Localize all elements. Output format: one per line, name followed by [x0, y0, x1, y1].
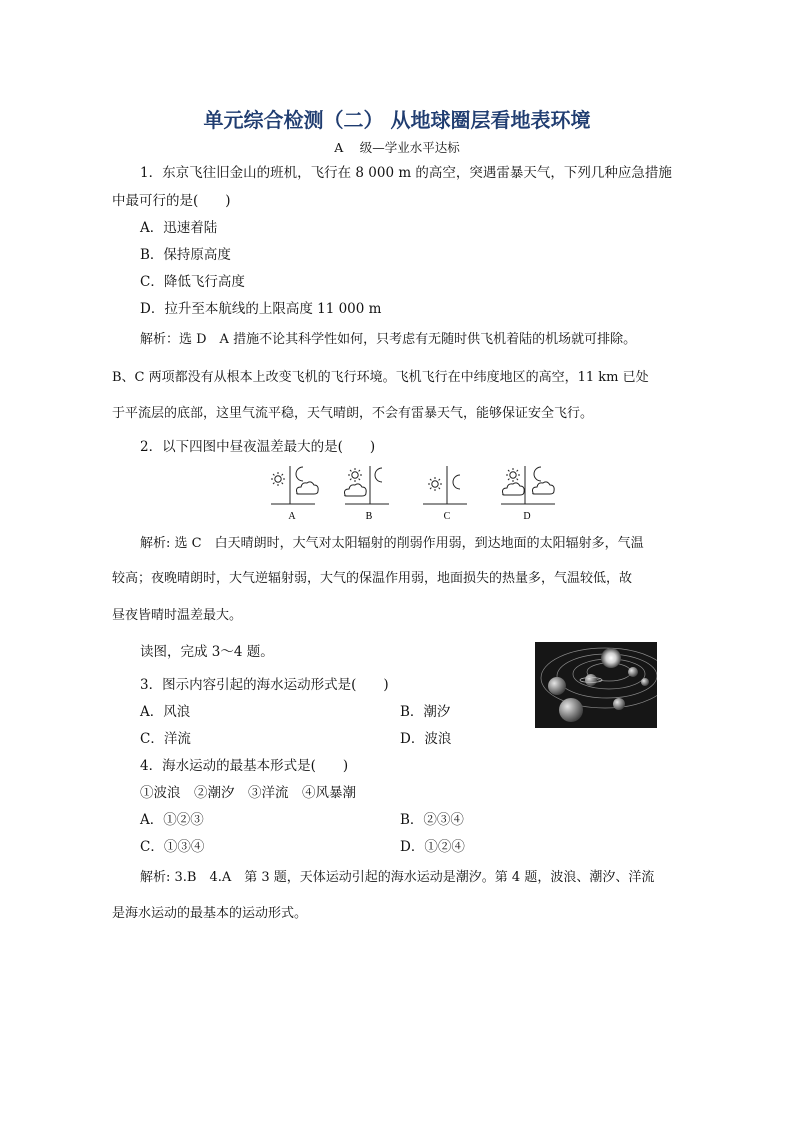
q1-stem-line2: 中最可行的是( ): [112, 193, 231, 209]
sun-icon: [428, 477, 442, 491]
moon-icon: [296, 467, 303, 481]
q1-option-b: B．保持原高度: [140, 247, 231, 263]
sun-icon: [601, 648, 621, 668]
panel-a: [271, 466, 318, 522]
q4-option-a: A．①②③: [140, 812, 204, 828]
cloud-icon: [533, 482, 555, 494]
panel-c: [423, 466, 467, 522]
q3-4-analysis-line2: 是海水运动的最基本的运动形式。: [112, 906, 308, 921]
panel-b: [345, 466, 390, 522]
q3-option-c: C．洋流: [140, 731, 191, 747]
intro-3-4: 读图，完成 3～4 题。: [140, 644, 274, 660]
q3-option-d: D．波浪: [400, 731, 452, 747]
q4-stem: 4．海水运动的最基本形式是( ): [140, 758, 349, 774]
moon-icon: [453, 475, 460, 489]
sun-icon: [271, 472, 285, 486]
q2-stem: 2．以下四图中昼夜温差最大的是( ): [140, 439, 376, 455]
q4-items: ①波浪 ②潮汐 ③洋流 ④风暴潮: [140, 785, 356, 801]
cloud-icon: [297, 482, 319, 494]
q3-stem: 3．图示内容引起的海水运动形式是( ): [140, 677, 389, 693]
q3-4-analysis-line1: 解析: 3.B 4.A 第 3 题，天体运动引起的海水运动是潮汐。第 4 题，波浪、潮汐、洋流: [140, 870, 655, 885]
q2-analysis-line2: 较高；夜晚晴朗时，大气逆辐射弱，大气的保温作用弱，地面损失的热量多，气温较低，故: [112, 571, 633, 586]
page-subtitle: A 级—学业水平达标: [334, 140, 460, 155]
panel-b-label: B: [365, 511, 373, 522]
sun-icon: [348, 468, 362, 482]
q1-analysis-line3: 于平流层的底部，这里气流平稳，天气晴朗，不会有雷暴天气，能够保证安全飞行。: [112, 406, 594, 421]
q3-option-a: A．风浪: [140, 704, 191, 720]
cloud-icon: [345, 484, 367, 496]
moon-icon: [534, 467, 541, 481]
q1-analysis-line1: 解析：选 D A 措施不论其科学性如何，只考虑有无随时供飞机着陆的机场就可排除。: [140, 332, 637, 347]
panel-c-label: C: [443, 511, 451, 522]
cloud-icon: [503, 483, 525, 495]
q2-analysis-line1: 解析: 选 C 白天晴朗时，大气对太阳辐射的削弱作用弱，到达地面的太阳辐射多，气温: [140, 536, 644, 551]
q4-option-b: B．②③④: [400, 812, 464, 828]
solar-system-image: [535, 642, 657, 728]
q1-stem-line1: 1．东京飞往旧金山的班机，飞行在 8 000 m 的高空，突遇雷暴天气，下列几种应急措施: [140, 165, 672, 181]
panel-d: [501, 466, 555, 522]
day-night-weather-figure: [265, 462, 565, 524]
q1-option-c: C．降低飞行高度: [140, 274, 245, 290]
q3-option-b: B．潮汐: [400, 704, 451, 720]
panel-d-label: D: [523, 511, 531, 522]
q4-option-c: C．①③④: [140, 839, 205, 855]
q1-option-a: A．迅速着陆: [140, 220, 218, 236]
q2-analysis-line3: 昼夜皆晴时温差最大。: [112, 608, 243, 623]
sun-icon: [506, 468, 520, 482]
q1-analysis-line2: B、C 两项都没有从根本上改变飞机的飞行环境。飞机飞行在中纬度地区的高空，11 km 已处: [112, 370, 649, 385]
page-title: 单元综合检测（二） 从地球圈层看地表环境: [203, 108, 591, 132]
q4-option-d: D．①②④: [400, 839, 465, 855]
panel-a-label: A: [288, 511, 296, 522]
moon-icon: [375, 468, 382, 482]
q1-option-d: D．拉升至本航线的上限高度 11 000 m: [140, 301, 382, 317]
